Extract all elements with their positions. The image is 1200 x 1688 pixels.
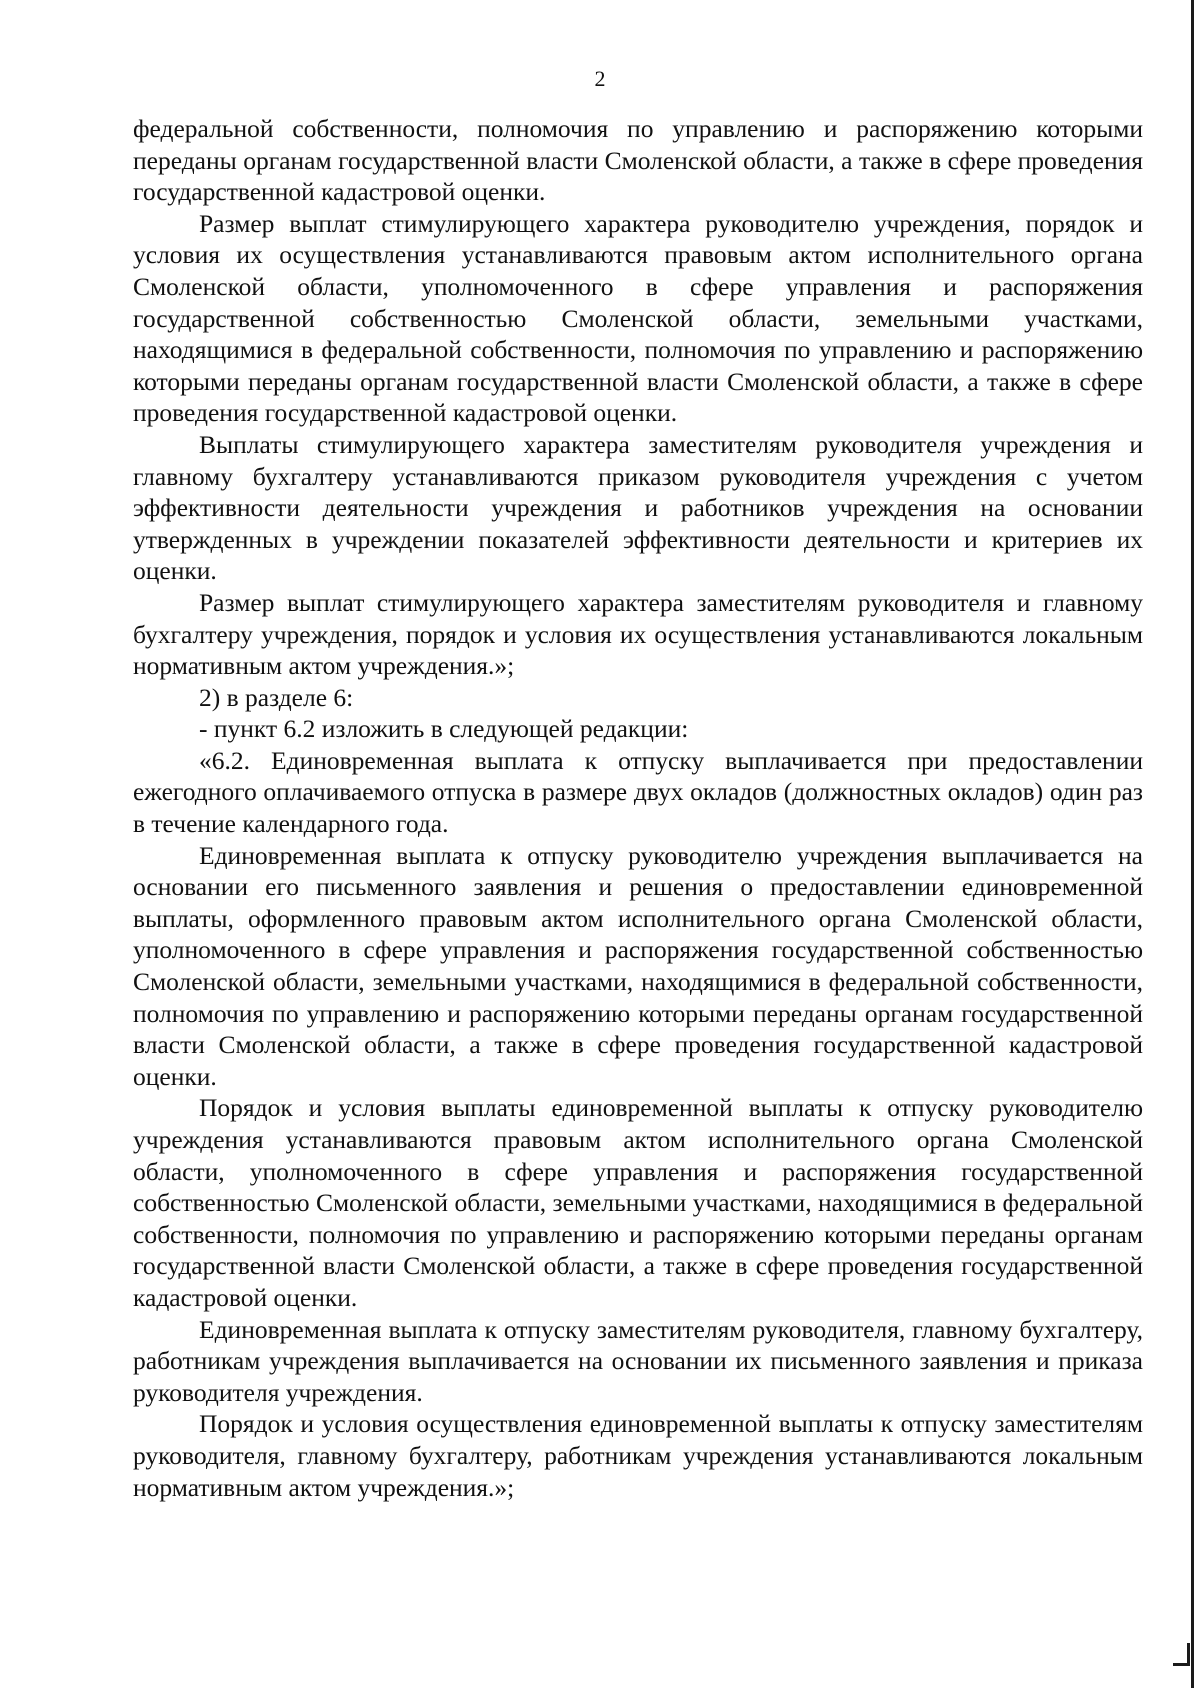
paragraph-deputies-bonus: Выплаты стимулирующего характера заместителям руководителя учреждения и главному бухгалтеру устанавливаются приказом руководителя учреждения с учетом эффективности деятельности учреждения и работников учреждения на основании утвержденных в учреждении показателей эффективности деятельности и критериев их оценки.: [133, 429, 1143, 586]
scan-edge-line: [1191, 0, 1194, 1688]
paragraph-director-bonus-size: Размер выплат стимулирующего характера руководителю учреждения, порядок и условия их осуществления устанавливаются правовым актом исполнительного органа Смоленской области, уполномоченного в сфере управления и распоряжения государственной собственностью Смоленской области, земельными участками, находящимися в федеральной собственности, полномочия по управлению и распоряжению которыми переданы органам государственной власти Смоленской области, а также в сфере проведения государственной кадастровой оценки.: [133, 208, 1143, 428]
paragraph-staff-vacation-procedure: Порядок и условия осуществления единовременной выплаты к отпуску заместителям руководителя, главному бухгалтеру, работникам учреждения устанавливаются локальным нормативным актом учреждения.»;: [133, 1409, 1143, 1502]
paragraph-director-vacation-payment: Единовременная выплата к отпуску руководителю учреждения выплачивается на основании его письменного заявления и решения о предоставлении единовременной выплаты, оформленного правовым актом исполнительного органа Смоленской области, уполномоченного в сфере управления и распоряжения государственной собственностью Смоленской области, земельными участками, находящимися в федеральной собственности, полномочия по управлению и распоряжению которыми переданы органам государственной власти Смоленской области, а также в сфере проведения государственной кадастровой оценки.: [133, 840, 1143, 1091]
document-body: [133, 113, 1143, 1503]
paragraph-director-vacation-procedure: Порядок и условия выплаты единовременной выплаты к отпуску руководителю учреждения устанавливаются правовым актом исполнительного органа Смоленской области, уполномоченного в сфере управления и распоряжения государственной собственностью Смоленской области, земельными участками, находящимися в федеральной собственности, полномочия по управлению и распоряжению которыми переданы органам государственной власти Смоленской области, а также в сфере проведения государственной кадастровой оценки.: [133, 1093, 1143, 1312]
scan-corner-mark: [1173, 1643, 1190, 1666]
page-number: 2: [594, 66, 606, 91]
paragraph-deputies-bonus-size: Размер выплат стимулирующего характера заместителям руководителя и главному бухгалтеру учреждения, порядок и условия их осуществления устанавливаются локальным нормативным актом учреждения.»;: [133, 587, 1143, 681]
paragraph-item-6-2-intro: - пункт 6.2 изложить в следующей редакции:: [199, 714, 689, 744]
paragraph-item-6-2: «6.2. Единовременная выплата к отпуску выплачивается при предоставлении ежегодного оплачиваемого отпуска в размере двух окладов (должностных окладов) один раз в течение календарного года.: [133, 745, 1143, 839]
paragraph-staff-vacation-payment: Единовременная выплата к отпуску заместителям руководителя, главному бухгалтеру, работникам учреждения выплачивается на основании их письменного заявления и приказа руководителя учреждения.: [133, 1314, 1143, 1407]
paragraph-continuation: федеральной собственности, полномочия по управлению и распоряжению которыми переданы органам государственной власти Смоленской области, а также в сфере проведения государственной кадастровой оценки.: [133, 114, 1143, 207]
paragraph-section-6: 2) в разделе 6:: [199, 682, 354, 712]
